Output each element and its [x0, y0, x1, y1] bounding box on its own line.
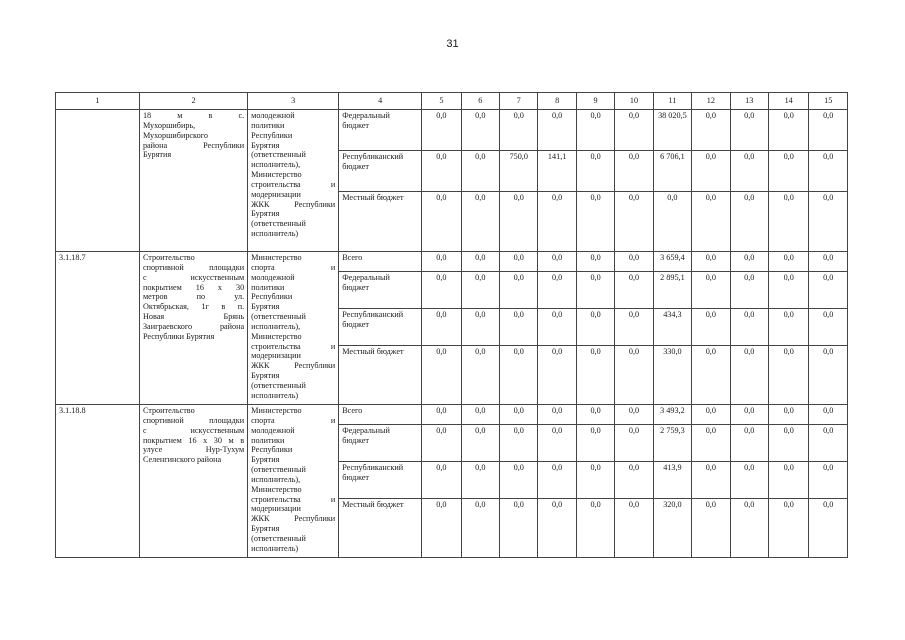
- value-cell: 0,0: [576, 346, 614, 405]
- value-cell: 0,0: [809, 309, 848, 346]
- funding-source: Всего: [339, 405, 422, 425]
- header-cell-1: 1: [56, 93, 140, 110]
- funding-source: Республиканский бюджет: [339, 151, 422, 192]
- executor-line: Республики: [251, 445, 293, 455]
- value-cell: 0,0: [500, 309, 538, 346]
- header-cell-13: 13: [730, 93, 768, 110]
- value-cell: 0,0: [730, 252, 768, 272]
- header-cell-4: 4: [339, 93, 422, 110]
- funding-source: Республиканский бюджет: [339, 309, 422, 346]
- value-cell: 0,0: [809, 272, 848, 309]
- value-cell: 0,0: [692, 346, 730, 405]
- executor-line: исполнитель),: [251, 321, 301, 331]
- executor-line: Бурятия: [251, 302, 280, 312]
- executor-line: политики: [251, 282, 285, 292]
- value-cell: 0,0: [730, 272, 768, 309]
- executor-line: Бурятия: [251, 455, 280, 465]
- executor-line: Министерство: [251, 331, 302, 341]
- value-cell: 0,0: [692, 309, 730, 346]
- executor-line: (ответственный: [251, 380, 306, 390]
- value-cell: 0,0: [538, 252, 576, 272]
- value-cell: 0,0: [461, 151, 499, 192]
- funding-source: Федеральный бюджет: [339, 425, 422, 462]
- executor-line: исполнитель): [251, 229, 299, 239]
- executor-line: (ответственный: [251, 465, 306, 475]
- table-row: [56, 405, 848, 425]
- value-cell: 0,0: [730, 309, 768, 346]
- value-cell: 3 659,4: [653, 252, 691, 272]
- value-cell: 0,0: [461, 425, 499, 462]
- executor-line: исполнитель): [251, 543, 299, 553]
- measure-name: [139, 405, 247, 558]
- value-cell: 0,0: [500, 499, 538, 558]
- header-cell-14: 14: [768, 93, 808, 110]
- value-cell: 330,0: [653, 346, 691, 405]
- header-cell-15: 15: [809, 93, 848, 110]
- value-cell: 0,0: [692, 425, 730, 462]
- executor-line: строительства и: [251, 341, 336, 351]
- value-cell: 0,0: [615, 192, 653, 252]
- table-row: [56, 110, 848, 151]
- budget-table: [55, 92, 848, 558]
- value-cell: 0,0: [538, 405, 576, 425]
- header-cell-7: 7: [500, 93, 538, 110]
- measure-name-line: Строительство: [142, 406, 195, 415]
- value-cell: 0,0: [576, 252, 614, 272]
- value-cell: 0,0: [809, 425, 848, 462]
- value-cell: 0,0: [692, 151, 730, 192]
- table-header: [56, 93, 848, 110]
- value-cell: 6 706,1: [653, 151, 691, 192]
- value-cell: 38 020,5: [653, 110, 691, 151]
- value-cell: 2 895,1: [653, 272, 691, 309]
- value-cell: 0,0: [730, 192, 768, 252]
- value-cell: 0,0: [538, 462, 576, 499]
- funding-source: Всего: [339, 252, 422, 272]
- value-cell: 0,0: [768, 192, 808, 252]
- value-cell: 0,0: [615, 462, 653, 499]
- measure-name-line: с искусственным: [142, 272, 245, 282]
- executor-line: Министерство: [251, 170, 302, 180]
- value-cell: 0,0: [768, 309, 808, 346]
- value-cell: 0,0: [538, 272, 576, 309]
- executor-line: (ответственный: [251, 533, 306, 543]
- value-cell: 0,0: [768, 151, 808, 192]
- measure-name-line: Мухоршибирь,: [142, 120, 196, 130]
- value-cell: 0,0: [422, 499, 461, 558]
- value-cell: 0,0: [500, 272, 538, 309]
- header-cell-3: 3: [248, 93, 339, 110]
- funding-source: Федеральный бюджет: [339, 272, 422, 309]
- value-cell: 0,0: [461, 192, 499, 252]
- executor: [248, 252, 339, 405]
- value-cell: 0,0: [768, 499, 808, 558]
- value-cell: 0,0: [730, 425, 768, 462]
- executor-line: исполнитель),: [251, 160, 301, 170]
- value-cell: 0,0: [768, 462, 808, 499]
- value-cell: 0,0: [615, 110, 653, 151]
- value-cell: 0,0: [809, 192, 848, 252]
- value-cell: 0,0: [730, 462, 768, 499]
- value-cell: 0,0: [461, 272, 499, 309]
- header-cell-11: 11: [653, 93, 691, 110]
- value-cell: 0,0: [615, 405, 653, 425]
- executor-line: Бурятия: [251, 371, 280, 381]
- funding-source: Местный бюджет: [339, 346, 422, 405]
- value-cell: 0,0: [576, 309, 614, 346]
- value-cell: 0,0: [500, 425, 538, 462]
- value-cell: 0,0: [615, 151, 653, 192]
- measure-name-line: Заиграевского района: [142, 321, 245, 331]
- measure-name-line: спортивной площадки: [142, 262, 245, 272]
- value-cell: 0,0: [500, 192, 538, 252]
- executor-line: (ответственный: [251, 219, 306, 229]
- value-cell: 0,0: [538, 192, 576, 252]
- value-cell: 0,0: [768, 405, 808, 425]
- value-cell: 0,0: [500, 462, 538, 499]
- executor-line: Министерство: [251, 253, 302, 262]
- executor-line: ЖКК Республики: [251, 514, 336, 524]
- measure-name-line: Селенгинского района: [142, 455, 222, 465]
- value-cell: 0,0: [422, 272, 461, 309]
- value-cell: 0,0: [692, 252, 730, 272]
- header-cell-2: 2: [139, 93, 247, 110]
- measure-name-line: 18 м в с.: [142, 111, 245, 120]
- measure-name-line: Октябрьская, 1г в п.: [142, 302, 245, 312]
- executor-line: (ответственный: [251, 150, 306, 160]
- executor-line: модернизации: [251, 504, 301, 514]
- executor-line: (ответственный: [251, 312, 306, 322]
- executor-line: Республики: [251, 292, 293, 302]
- executor-line: Министерство: [251, 484, 302, 494]
- measure-name: [139, 252, 247, 405]
- header-cell-6: 6: [461, 93, 499, 110]
- executor-line: исполнитель),: [251, 474, 301, 484]
- funding-source: Федеральный бюджет: [339, 110, 422, 151]
- measure-code: 3.1.18.7: [56, 252, 140, 405]
- value-cell: 0,0: [768, 425, 808, 462]
- funding-source: Местный бюджет: [339, 192, 422, 252]
- value-cell: 0,0: [730, 110, 768, 151]
- value-cell: 0,0: [422, 192, 461, 252]
- measure-name-line: метров по ул.: [142, 292, 245, 302]
- header-cell-10: 10: [615, 93, 653, 110]
- value-cell: 0,0: [615, 309, 653, 346]
- executor: [248, 405, 339, 558]
- header-cell-5: 5: [422, 93, 461, 110]
- executor-line: спорта и: [251, 415, 336, 425]
- value-cell: 0,0: [461, 499, 499, 558]
- executor-line: молодежной: [251, 425, 295, 435]
- header-cell-12: 12: [692, 93, 730, 110]
- executor-line: строительства и: [251, 494, 336, 504]
- value-cell: 0,0: [692, 462, 730, 499]
- value-cell: 0,0: [576, 499, 614, 558]
- value-cell: 0,0: [615, 252, 653, 272]
- value-cell: 0,0: [692, 192, 730, 252]
- value-cell: 0,0: [538, 309, 576, 346]
- executor-line: ЖКК Республики: [251, 361, 336, 371]
- value-cell: 434,3: [653, 309, 691, 346]
- executor-line: Министерство: [251, 406, 302, 415]
- executor-line: молодежной: [251, 272, 295, 282]
- value-cell: 0,0: [730, 346, 768, 405]
- value-cell: 0,0: [768, 110, 808, 151]
- value-cell: 0,0: [500, 405, 538, 425]
- header-row: [56, 93, 848, 110]
- value-cell: 3 493,2: [653, 405, 691, 425]
- value-cell: 0,0: [461, 252, 499, 272]
- value-cell: 0,0: [576, 405, 614, 425]
- value-cell: 0,0: [730, 405, 768, 425]
- value-cell: 750,0: [500, 151, 538, 192]
- measure-name-line: Республики Бурятия: [142, 331, 215, 341]
- value-cell: 0,0: [500, 110, 538, 151]
- measure-name-line: улусе Нур-Тухум: [142, 445, 245, 455]
- executor-line: политики: [251, 120, 285, 130]
- value-cell: 0,0: [692, 110, 730, 151]
- executor-line: модернизации: [251, 351, 301, 361]
- value-cell: 0,0: [809, 405, 848, 425]
- value-cell: 0,0: [730, 151, 768, 192]
- value-cell: 0,0: [422, 151, 461, 192]
- value-cell: 320,0: [653, 499, 691, 558]
- value-cell: 0,0: [768, 252, 808, 272]
- value-cell: 413,9: [653, 462, 691, 499]
- value-cell: 0,0: [461, 405, 499, 425]
- value-cell: 0,0: [768, 272, 808, 309]
- value-cell: 0,0: [461, 309, 499, 346]
- measure-name-line: Мухоршибирского: [142, 130, 208, 140]
- value-cell: 0,0: [422, 110, 461, 151]
- value-cell: 0,0: [576, 110, 614, 151]
- value-cell: 2 759,3: [653, 425, 691, 462]
- executor-line: модернизации: [251, 189, 301, 199]
- measure-name-line: спортивной площадки: [142, 415, 245, 425]
- executor-line: спорта и: [251, 262, 336, 272]
- value-cell: 0,0: [500, 346, 538, 405]
- measure-name: [139, 110, 247, 252]
- value-cell: 141,1: [538, 151, 576, 192]
- executor: [248, 110, 339, 252]
- value-cell: 0,0: [422, 462, 461, 499]
- value-cell: 0,0: [422, 309, 461, 346]
- value-cell: 0,0: [576, 272, 614, 309]
- value-cell: 0,0: [692, 405, 730, 425]
- value-cell: 0,0: [538, 425, 576, 462]
- value-cell: 0,0: [809, 462, 848, 499]
- value-cell: 0,0: [422, 252, 461, 272]
- value-cell: 0,0: [615, 272, 653, 309]
- value-cell: 0,0: [576, 151, 614, 192]
- measure-name-line: района Республики: [142, 140, 245, 150]
- value-cell: 0,0: [461, 462, 499, 499]
- measure-name-line: Новая Брянь: [142, 312, 245, 322]
- table-row: [56, 252, 848, 272]
- measure-code: 3.1.18.8: [56, 405, 140, 558]
- value-cell: 0,0: [809, 346, 848, 405]
- value-cell: 0,0: [653, 192, 691, 252]
- value-cell: 0,0: [809, 110, 848, 151]
- measure-name-line: покрытием 16 x 30: [142, 282, 245, 292]
- value-cell: 0,0: [692, 272, 730, 309]
- value-cell: 0,0: [576, 192, 614, 252]
- value-cell: 0,0: [500, 252, 538, 272]
- measure-name-line: покрытием 16 x 30 м в: [142, 435, 245, 445]
- executor-line: ЖКК Республики: [251, 199, 336, 209]
- value-cell: 0,0: [615, 425, 653, 462]
- executor-line: Республики: [251, 130, 293, 140]
- executor-line: строительства и: [251, 179, 336, 189]
- value-cell: 0,0: [538, 110, 576, 151]
- value-cell: 0,0: [615, 346, 653, 405]
- header-cell-9: 9: [576, 93, 614, 110]
- measure-name-line: с искусственным: [142, 425, 245, 435]
- value-cell: 0,0: [615, 499, 653, 558]
- value-cell: 0,0: [576, 425, 614, 462]
- executor-line: исполнитель): [251, 390, 299, 400]
- measure-name-line: Бурятия: [142, 150, 172, 160]
- value-cell: 0,0: [422, 346, 461, 405]
- executor-line: Бурятия: [251, 524, 280, 534]
- value-cell: 0,0: [461, 346, 499, 405]
- value-cell: 0,0: [809, 151, 848, 192]
- measure-code: [56, 110, 140, 252]
- header-cell-8: 8: [538, 93, 576, 110]
- value-cell: 0,0: [422, 405, 461, 425]
- funding-source: Республиканский бюджет: [339, 462, 422, 499]
- value-cell: 0,0: [538, 499, 576, 558]
- value-cell: 0,0: [422, 425, 461, 462]
- measure-name-line: Строительство: [142, 253, 195, 262]
- table-body: [56, 110, 848, 558]
- executor-line: молодежной: [251, 111, 295, 120]
- funding-source: Местный бюджет: [339, 499, 422, 558]
- value-cell: 0,0: [538, 346, 576, 405]
- executor-line: политики: [251, 435, 285, 445]
- executor-line: Бурятия: [251, 209, 280, 219]
- value-cell: 0,0: [730, 499, 768, 558]
- value-cell: 0,0: [692, 499, 730, 558]
- value-cell: 0,0: [809, 499, 848, 558]
- page-number: 31: [446, 38, 459, 50]
- value-cell: 0,0: [809, 252, 848, 272]
- value-cell: 0,0: [461, 110, 499, 151]
- value-cell: 0,0: [768, 346, 808, 405]
- executor-line: Бурятия: [251, 140, 280, 150]
- value-cell: 0,0: [576, 462, 614, 499]
